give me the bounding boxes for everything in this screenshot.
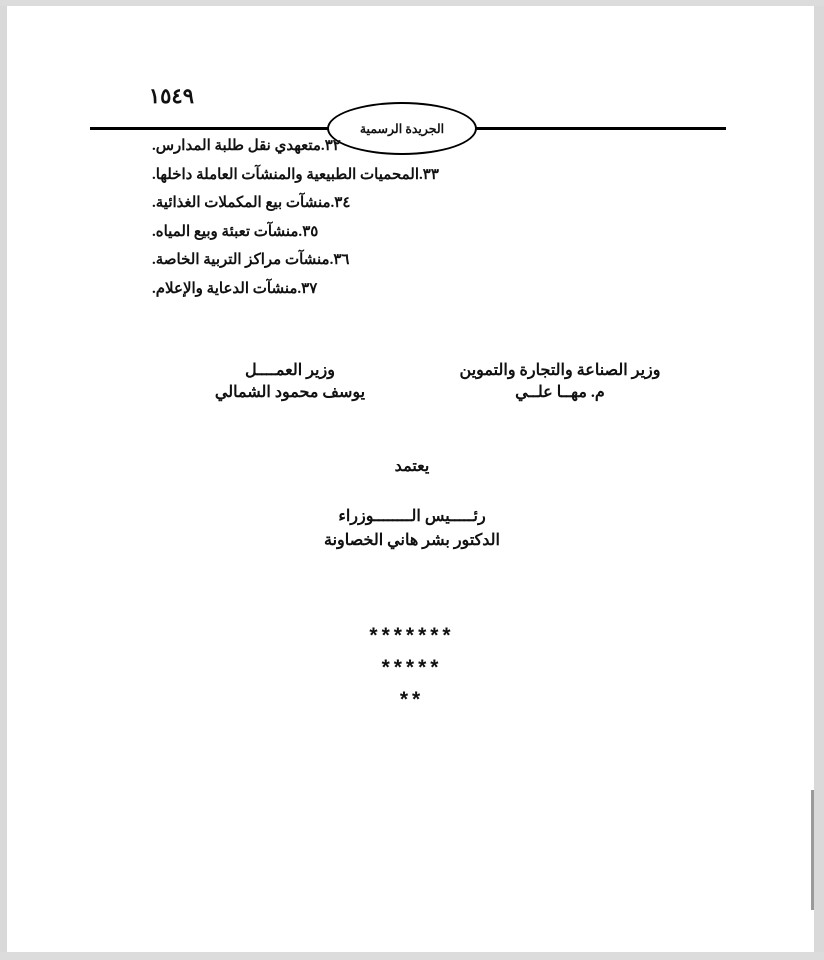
numbered-list — [152, 132, 664, 303]
footer-star-row: ***** — [381, 656, 443, 679]
page-bottom-margin — [0, 952, 824, 960]
scrollbar-thumb[interactable] — [811, 790, 814, 910]
prime-minister-title: رئـــــيس الــــــــوزراء — [338, 508, 486, 525]
page-right-margin — [814, 0, 824, 960]
list-item: ٣٦.منشآت مراكز التربية الخاصة. — [152, 252, 350, 268]
prime-minister-name: الدكتور بشر هاني الخصاونة — [324, 532, 500, 549]
signatory-minister-labour — [160, 360, 420, 404]
footer-star-row: ** — [399, 688, 425, 711]
signature-block — [0, 360, 824, 420]
signatory-title: وزير العمــــل — [245, 362, 335, 379]
signatory-name: م. مهــا علــي — [515, 384, 605, 401]
signatory-minister-industry — [430, 360, 690, 404]
approval-word: يعتمد — [394, 458, 430, 475]
page-top-margin — [0, 0, 824, 6]
page-left-margin — [0, 0, 7, 960]
gazette-seal-label: الجريدة الرسمية — [359, 121, 445, 136]
signatory-title: وزير الصناعة والتجارة والتموين — [459, 362, 661, 379]
list-item: ٣٧.منشآت الدعاية والإعلام. — [152, 280, 318, 297]
page-number: ١٥٤٩ — [148, 84, 194, 108]
list-item: ٣٢.متعهدي نقل طلبة المدارس. — [152, 138, 341, 154]
list-item: ٣٤.منشآت بيع المكملات الغذائية. — [152, 195, 351, 211]
prime-minister-block — [0, 505, 824, 553]
page-header — [0, 40, 824, 136]
footer-star-row: ******* — [369, 624, 455, 647]
signatory-name: يوسف محمود الشمالي — [214, 384, 366, 401]
footer-ornament — [0, 620, 824, 716]
list-item: ٣٣.المحميات الطبيعية والمنشآت العاملة داخلها. — [152, 166, 439, 183]
list-item: ٣٥.منشآت تعبئة وبيع المياه. — [152, 223, 319, 240]
